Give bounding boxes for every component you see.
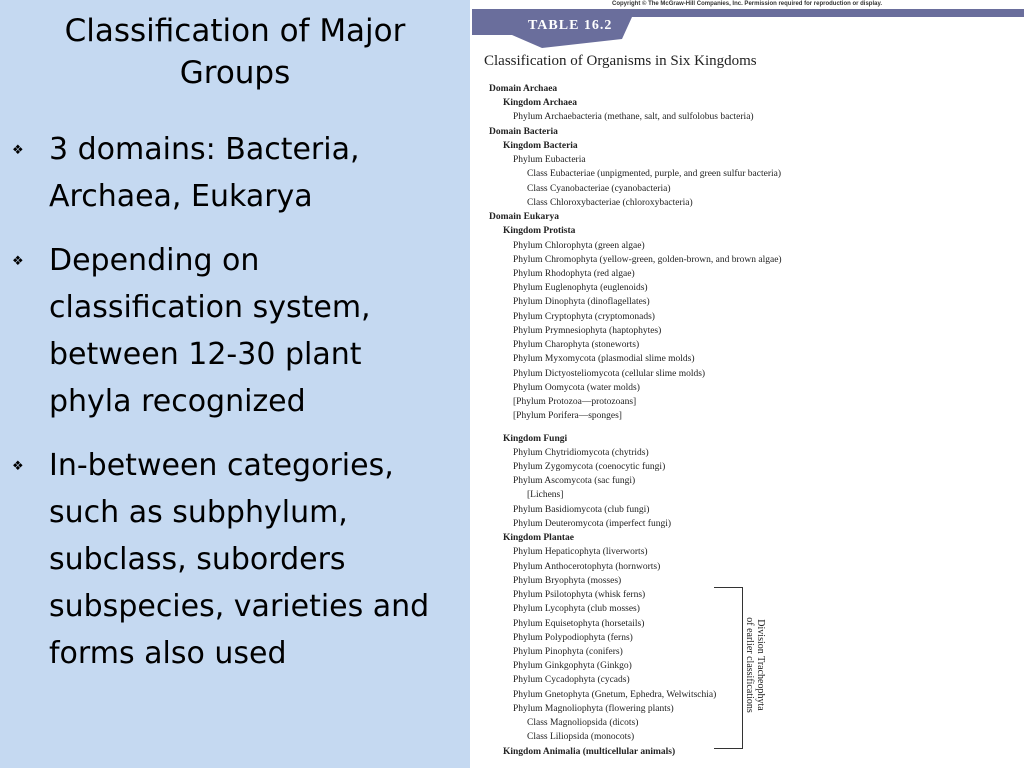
diamond-bullet-icon: ❖ xyxy=(12,459,24,474)
slide-title-line-1: Classification of Major xyxy=(64,13,406,49)
diamond-bullet-icon: ❖ xyxy=(12,143,24,158)
left-text-pane xyxy=(0,0,470,768)
bullet-line: phyla recognized xyxy=(49,384,306,419)
classification-row: Phylum Myxomycota (plasmodial slime molds) xyxy=(513,354,695,365)
classification-row: [Phylum Protozoa—protozoans] xyxy=(513,397,637,408)
classification-row: Kingdom Archaea xyxy=(503,98,577,109)
classification-row: Phylum Deuteromycota (imperfect fungi) xyxy=(513,518,672,529)
slide-title-line-2: Groups xyxy=(179,55,291,91)
classification-row: Phylum Prymnesiophyta (haptophytes) xyxy=(513,325,662,336)
bracket-label xyxy=(744,585,766,745)
classification-row: Kingdom Plantae xyxy=(503,533,574,544)
classification-row: Phylum Eubacteria xyxy=(513,155,586,166)
classification-row: Domain Archaea xyxy=(489,84,558,94)
classification-row: Phylum Dinophyta (dinoflagellates) xyxy=(513,297,650,308)
bullet-line: In-between categories, xyxy=(49,448,394,483)
bullet-line: 3 domains: Bacteria, xyxy=(49,132,360,167)
classification-row: Phylum Cycadophyta (cycads) xyxy=(513,675,630,686)
classification-row: [Phylum Porifera—sponges] xyxy=(513,411,622,422)
classification-row: Phylum Pinophyta (conifers) xyxy=(513,646,623,657)
classification-row: Phylum Oomycota (water molds) xyxy=(513,382,640,393)
slide-title xyxy=(0,10,470,94)
classification-row: Phylum Chytridiomycota (chytrids) xyxy=(513,447,649,458)
bullet-line: subclass, suborders xyxy=(49,542,346,577)
classification-row: Phylum Gnetophyta (Gnetum, Ephedra, Welwitschia) xyxy=(513,689,717,700)
classification-row: Phylum Cryptophyta (cryptomonads) xyxy=(513,311,655,322)
bracket-label-line-2: of earlier classifications xyxy=(744,617,755,713)
classification-row: Phylum Dictyosteliomycota (cellular slime molds) xyxy=(513,368,706,379)
classification-row: Kingdom Bacteria xyxy=(503,140,578,151)
classification-row: Phylum Archaebacteria (methane, salt, and sulfolobus bacteria) xyxy=(513,112,754,123)
classification-row: Phylum Hepaticophyta (liverworts) xyxy=(513,547,648,558)
classification-row: Phylum Anthocerotophyta (hornworts) xyxy=(513,561,661,572)
table-title: Classification of Organisms in Six Kingdoms xyxy=(484,53,757,69)
classification-row: Phylum Basidiomycota (club fungi) xyxy=(513,504,650,515)
table-image-pane xyxy=(470,0,1024,768)
bullet-line: between 12-30 plant xyxy=(49,337,362,372)
classification-row: Class Magnoliopsida (dicots) xyxy=(527,718,639,729)
table-number-label: TABLE 16.2 xyxy=(528,18,613,33)
classification-row: Phylum Ascomycota (sac fungi) xyxy=(513,476,636,487)
bullet-line: classification system, xyxy=(49,290,371,325)
classification-row: Phylum Chromophyta (yellow-green, golden-brown, and brown algae) xyxy=(513,254,782,265)
classification-row: Class Liliopsida (monocots) xyxy=(527,732,635,743)
classification-row: Phylum Rhodophyta (red algae) xyxy=(513,268,635,279)
classification-row: [Lichens] xyxy=(527,490,564,501)
bullet-line: forms also used xyxy=(49,636,287,671)
classification-row: Phylum Charophyta (stoneworts) xyxy=(513,340,640,351)
classification-row: Phylum Psilotophyta (whisk ferns) xyxy=(513,590,646,601)
tracheophyta-bracket xyxy=(714,587,743,749)
classification-row: Class Chloroxybacteriae (chloroxybacteria) xyxy=(527,197,693,208)
bullet-line: Archaea, Eukarya xyxy=(49,179,313,214)
classification-row: Phylum Polypodiophyta (ferns) xyxy=(513,632,633,643)
bullet-item xyxy=(0,442,470,677)
classification-row: Phylum Equisetophyta (horsetails) xyxy=(513,618,645,629)
classification-row: Kingdom Protista xyxy=(503,226,576,237)
bullet-item xyxy=(0,126,470,220)
classification-row: Phylum Ginkgophyta (Ginkgo) xyxy=(513,661,632,672)
copyright-notice: Copyright © The McGraw-Hill Companies, Inc. Permission required for reproduction or display. xyxy=(612,1,883,7)
bullet-list xyxy=(0,126,470,694)
classification-row: Kingdom Fungi xyxy=(503,433,568,444)
classification-row: Domain Eukarya xyxy=(489,212,559,223)
bracket-label-line-1: Division Tracheophyta xyxy=(755,619,766,711)
classification-row: Class Cyanobacteriae (cyanobacteria) xyxy=(527,183,671,194)
classification-row: Phylum Chlorophyta (green algae) xyxy=(513,240,645,251)
classification-row: Phylum Lycophyta (club mosses) xyxy=(513,604,640,615)
classification-row: Phylum Euglenophyta (euglenoids) xyxy=(513,283,648,294)
bullet-item xyxy=(0,237,470,425)
bullet-line: such as subphylum, xyxy=(49,495,348,530)
classification-row: Phylum Bryophyta (mosses) xyxy=(513,575,622,586)
bullet-line: Depending on xyxy=(49,243,260,278)
classification-row: Class Eubacteriae (unpigmented, purple, and green sulfur bacteria) xyxy=(527,169,782,180)
classification-row: Phylum Magnoliophyta (flowering plants) xyxy=(513,703,674,714)
diamond-bullet-icon: ❖ xyxy=(12,254,24,269)
bullet-line: subspecies, varieties and xyxy=(49,589,430,624)
classification-row: Domain Bacteria xyxy=(489,126,558,137)
classification-row: Kingdom Animalia (multicellular animals) xyxy=(503,746,676,757)
classification-row: Phylum Zygomycota (coenocytic fungi) xyxy=(513,461,666,472)
